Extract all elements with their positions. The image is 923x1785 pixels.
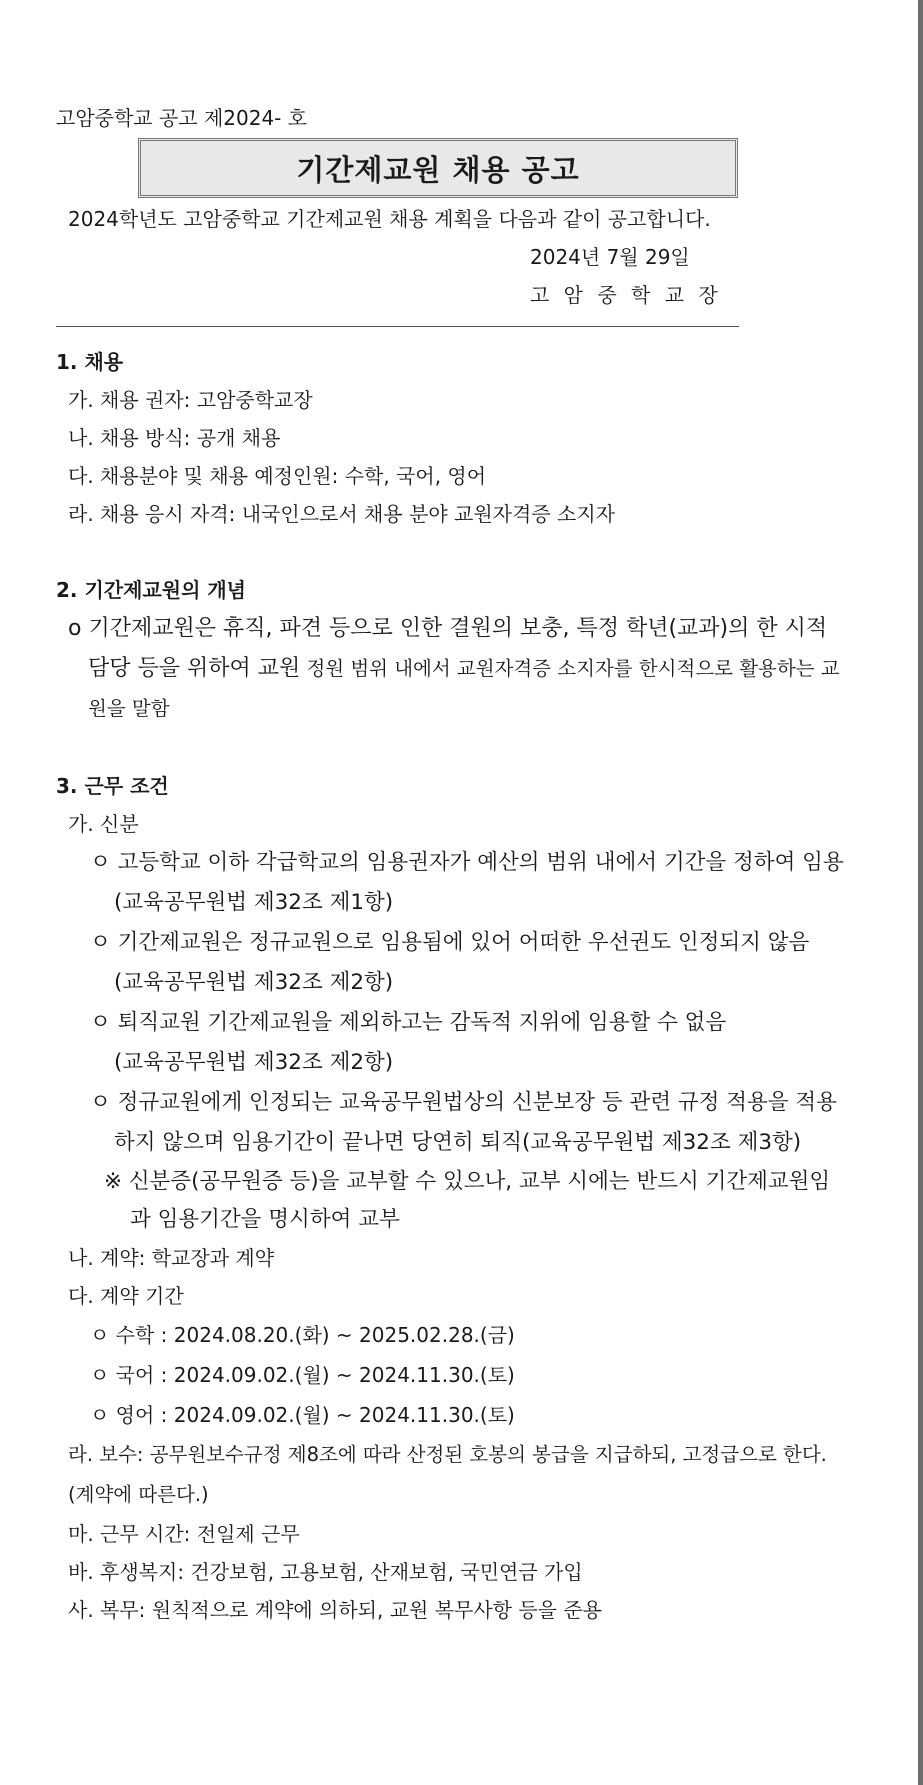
concept-text-large: 기간제교원은 휴직, 파견 등으로 인한 결원의 보충, 특정 학년(교과)의 한 시적 담당 등을 위하여 교원 (88, 616, 828, 681)
status-item-reference: (교육공무원법 제32조 제2항) (114, 970, 394, 995)
contract-line: 나. 계약: 학교장과 계약 (68, 1246, 275, 1270)
welfare-line: 바. 후생복지: 건강보험, 고용보험, 산재보험, 국민연금 가입 (68, 1560, 583, 1584)
section-title-hiring: 1. 채용 (56, 350, 124, 374)
concept-paragraph (56, 609, 846, 729)
status-label: 가. 신분 (68, 812, 139, 836)
period-label: 다. 계약 기간 (68, 1284, 184, 1308)
concept-text-small: 정원 범위 내에서 교원자격증 소지자를 한시적으로 활용하는 교원을 말함 (88, 657, 840, 720)
status-item-text: ㅇ 퇴직교원 기간제교원을 제외하고는 감독적 지위에 임용할 수 없음 (90, 1010, 727, 1035)
salary-line: 라. 보수: 공무원보수규정 제8조에 따라 산정된 호봉의 봉급을 지급하되, 고정급으로 한다. (계약에 따른다.) (68, 1443, 827, 1506)
section-title-concept: 2. 기간제교원의 개념 (56, 578, 246, 602)
section-title-conditions: 3. 근무 조건 (56, 774, 169, 798)
status-item (68, 1003, 846, 1083)
period-item: ㅇ 영어 : 2024.09.02.(월) ~ 2024.11.30.(토) (90, 1403, 515, 1427)
divider (56, 326, 739, 327)
list-item: 가. 채용 권자: 고암중학교장 (68, 388, 313, 412)
notice-document (56, 100, 846, 1629)
bullet-marker: o (68, 616, 82, 641)
list-item: 나. 채용 방식: 공개 채용 (68, 426, 281, 450)
period-item: ㅇ 국어 : 2024.09.02.(월) ~ 2024.11.30.(토) (90, 1363, 515, 1387)
scrollbar[interactable] (918, 0, 923, 1785)
period-item: ㅇ 수학 : 2024.08.20.(화) ~ 2025.02.28.(금) (90, 1323, 515, 1347)
signature: 고 암 중 학 교 장 (530, 283, 722, 307)
hours-line: 마. 근무 시간: 전일제 근무 (68, 1522, 300, 1546)
list-item: 다. 채용분야 및 채용 예정인원: 수학, 국어, 영어 (68, 464, 487, 488)
intro-text: 2024학년도 고암중학교 기간제교원 채용 계획을 다음과 같이 공고합니다. (68, 207, 711, 231)
status-note: ※ 신분증(공무원증 등)을 교부할 수 있으나, 교부 시에는 반드시 기간제교원임과 임용기간을 명시하여 교부 (104, 1169, 831, 1232)
duty-line: 사. 복무: 원칙적으로 계약에 의하되, 교원 복무사항 등을 준용 (68, 1598, 602, 1622)
status-item-text: ㅇ 기간제교원은 정규교원으로 임용됨에 있어 어떠한 우선권도 인정되지 않음 (90, 930, 810, 955)
list-item: 라. 채용 응시 자격: 내국인으로서 채용 분야 교원자격증 소지자 (68, 502, 615, 526)
notice-number: 고암중학교 공고 제2024- 호 (56, 106, 308, 130)
status-item (68, 923, 846, 1003)
page-title: 기간제교원 채용 공고 (138, 138, 738, 198)
notice-date: 2024년 7월 29일 (530, 245, 690, 269)
status-item-reference: (교육공무원법 제32조 제2항) (114, 1050, 394, 1075)
status-item: ㅇ 정규교원에게 인정되는 교육공무원법상의 신분보장 등 관련 규정 적용을 적용하지 않으며 임용기간이 끝나면 당연히 퇴직(교육공무원법 제32조 제3항) (90, 1090, 837, 1155)
status-item: ㅇ 고등학교 이하 각급학교의 임용권자가 예산의 범위 내에서 기간을 정하여 임용(교육공무원법 제32조 제1항) (90, 850, 844, 915)
